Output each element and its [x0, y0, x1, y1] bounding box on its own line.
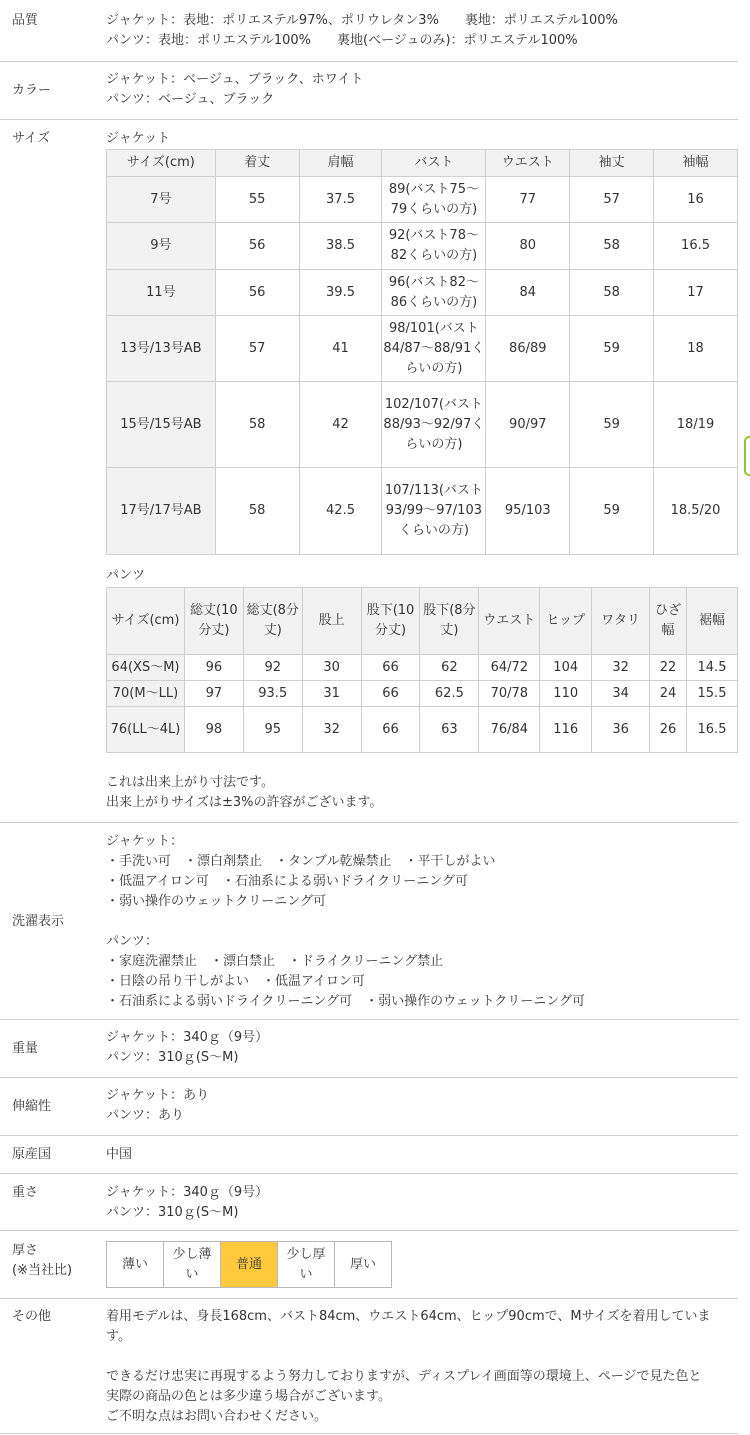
- pants-cell: 64/72: [479, 655, 540, 681]
- pants-cell: 32: [592, 655, 650, 681]
- stretch-line: パンツ：あり: [106, 1108, 185, 1123]
- jacket-cell: 92(バスト78〜82くらいの方): [382, 223, 486, 270]
- pants-size-row: [107, 707, 738, 753]
- jacket-size-row: [107, 316, 738, 382]
- thickness-scale: [106, 1241, 392, 1288]
- pants-cell: 36: [592, 707, 650, 753]
- jacket-cell: 95/103: [486, 468, 570, 555]
- thickness-option: [107, 1242, 164, 1288]
- pants-header-cell: 股下(10分丈): [361, 588, 420, 655]
- spec-row-stretch: [0, 1078, 738, 1136]
- jacket-cell: 86/89: [486, 316, 570, 382]
- stretch-line: ジャケット：あり: [106, 1088, 210, 1103]
- material-value: [106, 11, 738, 51]
- jacket-cell: 102/107(バスト88/93〜92/97くらいの方): [382, 382, 486, 468]
- jacket-cell: 58: [215, 382, 299, 468]
- jacket-cell: 16: [654, 177, 738, 223]
- jacket-cell: 84: [486, 270, 570, 316]
- jacket-cell: 41: [299, 316, 382, 382]
- pants-cell: 104: [540, 655, 592, 681]
- thickness-label-line: 厚さ: [12, 1243, 39, 1258]
- pants-header-cell: 股下(8分丈): [420, 588, 479, 655]
- heaviness-line: ジャケット：340ｇ（9号）: [106, 1185, 269, 1200]
- jacket-size-name: 7号: [107, 177, 216, 223]
- other-line: ご不明な点はお問い合わせください。: [106, 1409, 328, 1424]
- jacket-cell: 58: [570, 270, 654, 316]
- size-note: 出来上がりサイズは±3%の許容がございます。: [106, 795, 383, 810]
- other-line: できるだけ忠実に再現するよう努力しておりますが、ディスプレイ画面等の環境上、ページで見た色と: [106, 1369, 702, 1384]
- jacket-cell: 57: [570, 177, 654, 223]
- origin-value: 中国: [106, 1147, 133, 1162]
- washing-line: ・低温アイロン可 ・石油系による弱いドライクリーニング可: [106, 874, 468, 889]
- pants-size-row: [107, 681, 738, 707]
- thickness-option-text: 厚い: [349, 1256, 376, 1272]
- other-line: 実際の商品の色とは多少違う場合がございます。: [106, 1389, 391, 1404]
- origin-label: 原産国: [12, 1147, 52, 1162]
- jacket-cell: 56: [215, 270, 299, 316]
- size-notes: [106, 773, 738, 813]
- jacket-size-row: [107, 468, 738, 555]
- pants-size-name: 76(LL〜4L): [107, 707, 185, 753]
- heaviness-label: 重さ: [12, 1185, 39, 1200]
- other-value: [106, 1307, 738, 1427]
- weight-label: 重量: [12, 1041, 39, 1056]
- thickness-option-text: 普通: [235, 1256, 262, 1272]
- other-label: その他: [12, 1309, 52, 1324]
- jacket-cell: 107/113(バスト93/99〜97/103くらいの方): [382, 468, 486, 555]
- pants-cell: 70/78: [479, 681, 540, 707]
- pants-header-cell: ワタリ: [592, 588, 650, 655]
- spec-row-color: [0, 62, 738, 120]
- thickness-option: [221, 1242, 278, 1288]
- jacket-size-name: 9号: [107, 223, 216, 270]
- jacket-cell: 39.5: [299, 270, 382, 316]
- jacket-header-row: [107, 150, 738, 177]
- jacket-size-name: 11号: [107, 270, 216, 316]
- jacket-cell: 58: [215, 468, 299, 555]
- pants-cell: 66: [361, 681, 420, 707]
- jacket-size-row: [107, 177, 738, 223]
- jacket-size-row: [107, 223, 738, 270]
- pants-cell: 66: [361, 707, 420, 753]
- pants-cell: 22: [650, 655, 687, 681]
- jacket-size-name: 13号/13号AB: [107, 316, 216, 382]
- pants-cell: 30: [302, 655, 361, 681]
- pants-cell: 63: [420, 707, 479, 753]
- spec-row-size: [0, 120, 738, 823]
- pants-header-cell: 裾幅: [686, 588, 737, 655]
- color-line: パンツ：ベージュ、ブラック: [106, 92, 275, 107]
- pants-cell: 14.5: [686, 655, 737, 681]
- jacket-header-cell: 肩幅: [299, 150, 382, 177]
- pants-header-cell: サイズ(cm): [107, 588, 185, 655]
- heaviness-line: パンツ：310ｇ(S〜M): [106, 1205, 239, 1220]
- material-line: ジャケット：表地：ポリエステル97%、ポリウレタン3% 裏地：ポリエステル100%: [106, 13, 618, 28]
- thickness-option-text: 少し厚: [286, 1246, 326, 1262]
- pants-cell: 16.5: [686, 707, 737, 753]
- spec-row-washing: [0, 823, 738, 1020]
- thickness-option: [335, 1242, 392, 1288]
- pants-cell: 92: [243, 655, 302, 681]
- pants-cell: 110: [540, 681, 592, 707]
- other-line: す。: [106, 1329, 131, 1344]
- jacket-size-name: 15号/15号AB: [107, 382, 216, 468]
- pants-cell: 66: [361, 655, 420, 681]
- jacket-cell: 77: [486, 177, 570, 223]
- thickness-label: [12, 1241, 72, 1281]
- pants-header-cell: ひざ幅: [650, 588, 687, 655]
- color-label: カラー: [12, 83, 52, 98]
- thickness-option-text: 薄い: [121, 1256, 148, 1272]
- jacket-cell: 56: [215, 223, 299, 270]
- pants-size-table: [106, 587, 738, 753]
- jacket-header-cell: 袖丈: [570, 150, 654, 177]
- color-value: [106, 70, 738, 110]
- jacket-header-cell: バスト: [382, 150, 486, 177]
- thickness-option: [278, 1242, 335, 1288]
- pants-size-name: 64(XS〜M): [107, 655, 185, 681]
- other-line: 着用モデルは、身長168cm、バスト84cm、ウエスト64cm、ヒップ90cmで、Mサイズを着用していま: [106, 1309, 711, 1324]
- pants-cell: 62: [420, 655, 479, 681]
- washing-line: ・手洗い可 ・漂白剤禁止 ・タンブル乾燥禁止 ・平干しがよい: [106, 854, 496, 869]
- weight-line: パンツ：310ｇ(S〜M): [106, 1050, 239, 1065]
- jacket-cell: 90/97: [486, 382, 570, 468]
- size-note: これは出来上がり寸法です。: [106, 775, 274, 790]
- weight-value: [106, 1028, 738, 1068]
- jacket-cell: 37.5: [299, 177, 382, 223]
- pants-size-name: 70(M〜LL): [107, 681, 185, 707]
- pants-cell: 97: [184, 681, 243, 707]
- thickness-option: [164, 1242, 221, 1288]
- jacket-cell: 17: [654, 270, 738, 316]
- thickness-option-text: い: [185, 1266, 199, 1282]
- washing-line: パンツ：: [106, 934, 159, 949]
- color-line: ジャケット：ベージュ、ブラック、ホワイト: [106, 72, 364, 87]
- other-line: [106, 1347, 738, 1367]
- stretch-label: 伸縮性: [12, 1099, 52, 1114]
- washing-line: ・石油系による弱いドライクリーニング可 ・弱い操作のウェットクリーニング可: [106, 994, 586, 1009]
- pants-header-cell: 股上: [302, 588, 361, 655]
- jacket-header-cell: サイズ(cm): [107, 150, 216, 177]
- pants-cell: 96: [184, 655, 243, 681]
- jacket-header-cell: 袖幅: [654, 150, 738, 177]
- stretch-value: [106, 1086, 738, 1126]
- jacket-size-table: [106, 149, 738, 555]
- pants-cell: 95: [243, 707, 302, 753]
- jacket-header-cell: ウエスト: [486, 150, 570, 177]
- spec-row-weight: [0, 1020, 738, 1078]
- jacket-cell: 80: [486, 223, 570, 270]
- pants-cell: 93.5: [243, 681, 302, 707]
- thickness-option-text: 少し薄: [172, 1246, 212, 1262]
- material-line: パンツ：表地：ポリエステル100% 裏地(ベージュのみ)：ポリエステル100%: [106, 33, 578, 48]
- jacket-cell: 42: [299, 382, 382, 468]
- thickness-label-line: (※当社比): [12, 1263, 73, 1278]
- washing-pants: [106, 932, 738, 1012]
- pants-header-cell: 総丈(10分丈): [184, 588, 243, 655]
- jacket-size-title: ジャケット: [106, 131, 171, 146]
- pants-cell: 116: [540, 707, 592, 753]
- spec-row-other: [0, 1299, 738, 1434]
- pants-size-row: [107, 655, 738, 681]
- size-label: サイズ: [12, 131, 50, 146]
- jacket-cell: 96(バスト82〜86くらいの方): [382, 270, 486, 316]
- jacket-cell: 59: [570, 316, 654, 382]
- pants-cell: 31: [302, 681, 361, 707]
- washing-line: ・家庭洗濯禁止 ・漂白禁止 ・ドライクリーニング禁止: [106, 954, 444, 969]
- jacket-cell: 18.5/20: [654, 468, 738, 555]
- pants-header-cell: 総丈(8分丈): [243, 588, 302, 655]
- pants-cell: 76/84: [479, 707, 540, 753]
- jacket-cell: 18: [654, 316, 738, 382]
- jacket-cell: 16.5: [654, 223, 738, 270]
- jacket-cell: 57: [215, 316, 299, 382]
- weight-line: ジャケット：340ｇ（9号）: [106, 1030, 269, 1045]
- spec-row-material: [0, 0, 738, 62]
- jacket-size-row: [107, 270, 738, 316]
- jacket-cell: 89(バスト75〜79くらいの方): [382, 177, 486, 223]
- jacket-cell: 38.5: [299, 223, 382, 270]
- jacket-cell: 59: [570, 468, 654, 555]
- jacket-size-row: [107, 382, 738, 468]
- thickness-option-text: い: [299, 1266, 313, 1282]
- spec-row-thickness: [0, 1231, 738, 1299]
- pants-cell: 98: [184, 707, 243, 753]
- washing-line: ・日陰の吊り干しがよい ・低温アイロン可: [106, 974, 365, 989]
- pants-size-title: パンツ: [106, 568, 146, 583]
- pants-cell: 62.5: [420, 681, 479, 707]
- washing-line: ジャケット：: [106, 834, 184, 849]
- side-scroll-tab[interactable]: [744, 436, 750, 476]
- jacket-cell: 59: [570, 382, 654, 468]
- jacket-cell: 55: [215, 177, 299, 223]
- heaviness-value: [106, 1183, 738, 1223]
- jacket-cell: 18/19: [654, 382, 738, 468]
- washing-line: ・弱い操作のウェットクリーニング可: [106, 894, 326, 909]
- pants-cell: 24: [650, 681, 687, 707]
- spec-row-heaviness: [0, 1174, 738, 1231]
- spec-row-origin: [0, 1136, 738, 1174]
- material-label: 品質: [12, 13, 39, 28]
- pants-header-cell: ウエスト: [479, 588, 540, 655]
- pants-cell: 26: [650, 707, 687, 753]
- jacket-cell: 58: [570, 223, 654, 270]
- pants-cell: 15.5: [686, 681, 737, 707]
- jacket-cell: 42.5: [299, 468, 382, 555]
- pants-cell: 34: [592, 681, 650, 707]
- washing-jacket: [106, 832, 738, 912]
- pants-cell: 32: [302, 707, 361, 753]
- pants-header-row: [107, 588, 738, 655]
- jacket-cell: 98/101(バスト84/87〜88/91くらいの方): [382, 316, 486, 382]
- washing-label: 洗濯表示: [12, 914, 65, 929]
- jacket-size-name: 17号/17号AB: [107, 468, 216, 555]
- jacket-header-cell: 着丈: [215, 150, 299, 177]
- pants-header-cell: ヒップ: [540, 588, 592, 655]
